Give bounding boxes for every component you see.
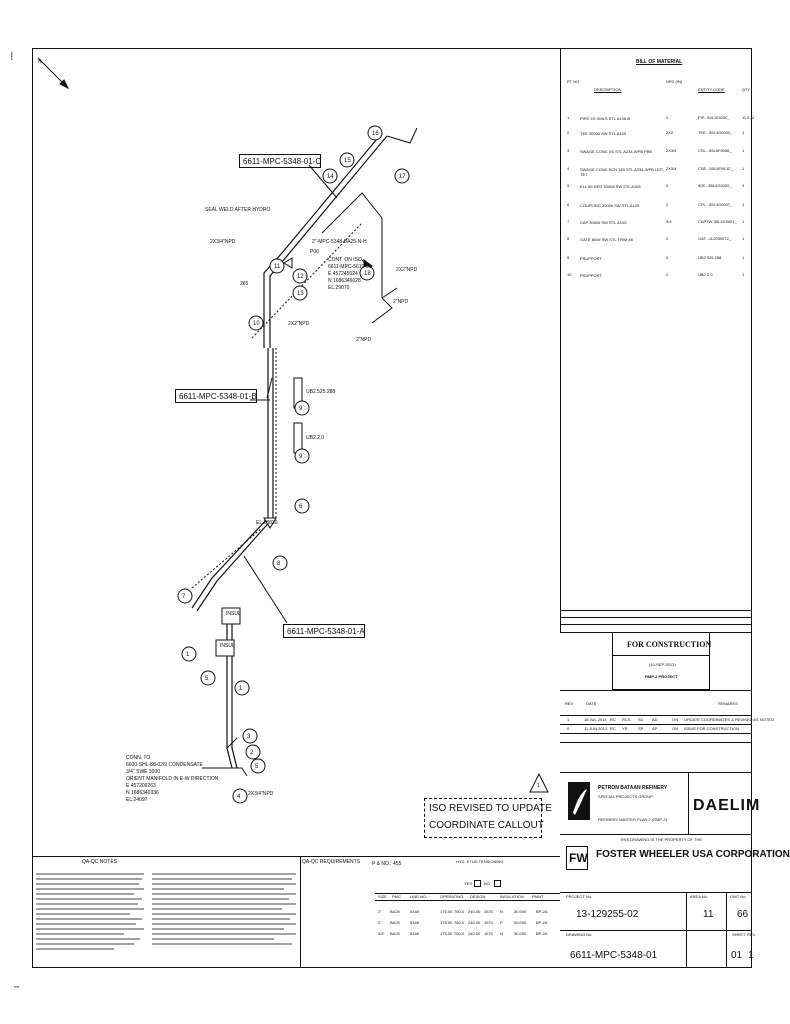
bom-npd: 2 xyxy=(666,202,669,207)
bom-description: TEE 3000# SW STL A105 xyxy=(580,131,627,136)
bom-qty: 1 xyxy=(742,130,745,135)
line-table-cell: 175.00 xyxy=(440,909,453,914)
svg-text:15: 15 xyxy=(344,158,351,164)
line-table-cell: 30.000 xyxy=(514,931,527,936)
svg-text:10: 10 xyxy=(253,321,260,327)
qa-qc-notes-title: QA-QC NOTES xyxy=(82,859,118,865)
bom-npd: 2 xyxy=(666,183,669,188)
bom-qty: 1 xyxy=(742,148,745,153)
area-no: 11 xyxy=(703,909,714,920)
iso-label-a: 6611-MPC-5348-01-A xyxy=(287,627,365,636)
rev-no: 1 xyxy=(748,950,754,961)
bom-pt-no: 5 xyxy=(567,183,570,188)
bom-description: PSUPPORT xyxy=(580,273,602,278)
rev-chkd: RCS xyxy=(622,717,631,722)
seal-weld-note: SEAL WELD AFTER HYDRO xyxy=(205,207,271,213)
line-table-cell: 760.0 xyxy=(454,931,465,936)
bom-qty: 1 xyxy=(742,166,745,171)
npd-label: 2X3/4"NPD xyxy=(210,239,236,245)
rev-header: REMARKS xyxy=(718,701,738,706)
bom-description: CAP 3000# SW STL A105 xyxy=(580,220,627,225)
dim-label: P06 xyxy=(310,249,319,255)
unit-no: 66 xyxy=(737,909,749,920)
line-table-header: PAINT xyxy=(532,894,544,899)
line-table-cell: 240.00 xyxy=(468,920,481,925)
line-table-header: SIZE xyxy=(378,894,387,899)
iso-label-c: 6611-MPC-5348-01-C xyxy=(243,157,322,166)
iso-label-b: 6611-MPC-5348-01-B xyxy=(179,392,257,401)
line-table-header: INSULATION xyxy=(500,894,524,899)
line-table-cell: N xyxy=(500,909,503,914)
line-table-cell: BA25 xyxy=(390,931,400,936)
construction-date: (10-SEP-2013) xyxy=(649,662,676,667)
bom-entity-code: CPL...55L4G0007_ xyxy=(698,202,733,207)
bom-npd: 2 xyxy=(666,115,669,120)
rev-no: 1 xyxy=(567,717,570,722)
support-code: UB2.2.0 xyxy=(306,435,325,441)
bom-title: BILL OF MATERIAL xyxy=(636,59,683,65)
line-table-cell: BA25 xyxy=(390,909,400,914)
line-ref: 2"-MPC-5348-BA25-N-H xyxy=(312,239,367,245)
svg-text:9: 9 xyxy=(299,454,303,460)
conn-to-note: CONN. TO 6600-SHL-88-026/ CONDENSATE 3/4" SWE 3000 ORIENT MANIFOLD IN E-W DIRECTION E 457209263 N 1686340336 EL.24097 xyxy=(126,755,219,803)
bom-header-qty: QTY xyxy=(742,87,751,92)
svg-text:11: 11 xyxy=(274,264,281,270)
rev-remarks: ISSUE FOR CONSTRUCTION xyxy=(684,726,739,731)
bom-header-desc: DESCRIPTION xyxy=(594,87,622,92)
rev-appr: ON xyxy=(672,726,678,731)
line-table-cell: 760.0 xyxy=(454,920,465,925)
dim-label: 265 xyxy=(240,281,249,287)
property-note: THIS DRAWING IS THE PROPERTY OF THE xyxy=(620,837,703,842)
svg-text:13: 13 xyxy=(297,291,304,297)
bom-npd: 3/4 xyxy=(666,219,672,224)
line-table-cell: BP-2A xyxy=(536,920,548,925)
svg-text:3: 3 xyxy=(247,734,251,740)
svg-text:8: 8 xyxy=(277,561,281,567)
bom-entity-code: CSE...55L5F06.87_ xyxy=(698,166,734,171)
rev-remarks: UPDATE COORDINATES & REVISED AS NOTED xyxy=(684,717,774,722)
project-no-label: PROJECT No. xyxy=(566,894,592,899)
fw-logo: FW xyxy=(566,846,588,870)
line-table-cell: 2" xyxy=(378,909,382,914)
svg-text:5: 5 xyxy=(205,676,209,682)
line-table-header: PMC xyxy=(392,894,401,899)
qa-qc-req-title: QA-QC REQUIREMENTS xyxy=(302,859,361,865)
margin-stamp-bottom: ▪▪▪▪ xyxy=(14,984,20,989)
no-checkbox[interactable] xyxy=(494,880,501,887)
rev-label: REV. xyxy=(747,932,756,937)
npd-label: 2X2"NPD xyxy=(396,267,418,273)
bom-pt-no: 3 xyxy=(567,148,570,153)
bom-qty: 11.5 M xyxy=(742,115,754,120)
line-table-cell: 240.00 xyxy=(468,909,481,914)
rev-appr: ON xyxy=(672,717,678,722)
elevation-label: EL.28830 xyxy=(256,520,278,526)
bom-header-npd: NPD (IN) xyxy=(666,79,683,84)
north-label: N xyxy=(38,59,42,65)
bom-header-code: ENTITY CODE xyxy=(698,87,725,92)
rev-chkd: YR xyxy=(622,726,628,731)
line-table-cell: 240.00 xyxy=(468,931,481,936)
revision-triangle-label: 1 xyxy=(537,783,540,789)
bom-description: PSUPPORT xyxy=(580,256,602,261)
cont-on-note: CONT. ON ISO 6611-MPC-5610-01 E 457245624 N 1686346028 EL.29070 xyxy=(328,257,372,291)
insul-label: INSUL xyxy=(226,611,241,617)
project-name: REFINERY MASTER PLAN 2 (RMP-2) xyxy=(598,817,667,822)
company-name: FOSTER WHEELER USA CORPORATION xyxy=(596,849,790,860)
bom-qty: 1 xyxy=(742,272,745,277)
project-no: 13-129255-02 xyxy=(576,909,639,920)
bom-pt-no: 2 xyxy=(567,130,570,135)
bom-npd: 2X2 xyxy=(666,130,674,135)
pno-label: P & NO.: 455 xyxy=(372,861,402,867)
line-table-cell: 2" xyxy=(378,920,382,925)
bom-pt-no: 1 xyxy=(567,115,570,120)
bom-npd: 2X3/4 xyxy=(666,166,677,171)
line-table-cell: BP-2A xyxy=(536,931,548,936)
support-code: UB2.525.288 xyxy=(306,389,336,395)
rev-header: REV xyxy=(565,701,574,706)
line-table-cell: 1570 xyxy=(484,920,493,925)
npd-label: 2X2"NPD xyxy=(288,321,310,327)
rev-drawn: RC xyxy=(610,726,616,731)
isometric-drawing xyxy=(32,48,562,848)
line-table-cell: 1570 xyxy=(484,909,493,914)
svg-text:14: 14 xyxy=(327,174,334,180)
bom-npd: 2X3/4 xyxy=(666,148,677,153)
petron-logo xyxy=(568,782,590,820)
drawing-no-label: DRAWING No. xyxy=(566,932,593,937)
iso-label-c-box xyxy=(239,154,321,168)
svg-text:1: 1 xyxy=(186,652,190,658)
rev-qc: SC xyxy=(638,717,644,722)
bom-entity-code: CSL...55L5F0056_ xyxy=(698,148,732,153)
revised-note-box: ISO REVISED TO UPDATE COORDINATE CALLOUT xyxy=(424,798,542,838)
line-table-cell: 5348 xyxy=(410,920,419,925)
svg-text:9: 9 xyxy=(299,406,303,412)
area-no-label: AREA No. xyxy=(690,894,709,899)
line-table-cell: 30.000 xyxy=(514,909,527,914)
svg-text:17: 17 xyxy=(399,174,406,180)
npd-label: 2"NPD xyxy=(393,299,409,305)
hydro-label: HYD. STUD TENSIONING xyxy=(456,859,504,864)
bom-pt-no: 4 xyxy=(567,166,570,171)
line-table-cell: 5348 xyxy=(410,931,419,936)
rev-pe: AD xyxy=(652,717,658,722)
bom-qty: 4 xyxy=(742,183,745,188)
line-table-cell: N xyxy=(500,931,503,936)
rev-pe: AP xyxy=(652,726,658,731)
daelim-logo: DAELIM xyxy=(693,797,761,814)
bom-npd: 2 xyxy=(666,255,669,260)
no-label: NO xyxy=(484,881,490,886)
svg-text:18: 18 xyxy=(364,271,371,277)
client-sub: SPECIAL PROJECTS GROUP xyxy=(598,794,653,799)
bom-description: GATE 800# SW STL TRIM #8 xyxy=(580,237,633,242)
bom-description: PIPE XS SMLS STL A106-B xyxy=(580,116,631,121)
line-table-cell: 175.00 xyxy=(440,931,453,936)
qa-qc-notes-text xyxy=(34,868,299,968)
rev-drawn: RC xyxy=(610,717,616,722)
bom-entity-code: CAPTW-55L4G0001_ xyxy=(698,219,737,224)
drawing-no: 6611-MPC-5348-01 xyxy=(570,950,658,961)
rev-no: 0 xyxy=(567,726,570,731)
line-table-cell: 3/4" xyxy=(378,931,385,936)
project-code: RMP-2 PROJECT xyxy=(645,674,678,679)
yes-checkbox[interactable] xyxy=(474,880,481,887)
npd-label: 2X3/4"NPD xyxy=(248,791,274,797)
bom-entity-code: 90E...55L4G0000_ xyxy=(698,183,732,188)
bom-divider xyxy=(560,48,561,633)
rev-qc: SP xyxy=(638,726,644,731)
bom-pt-no: 6 xyxy=(567,202,570,207)
sheet-no: 01 xyxy=(731,950,743,961)
bom-pt-no: 8 xyxy=(567,236,570,241)
bom-pt-no: 10 xyxy=(567,272,572,277)
margin-stamp-top: ▪▪▪▪▪▪ xyxy=(9,51,14,60)
svg-text:2: 2 xyxy=(250,750,254,756)
bubble: 16 xyxy=(372,131,379,137)
line-table-cell: BP-2A xyxy=(536,909,548,914)
bom-qty: 1 xyxy=(742,202,745,207)
for-construction: FOR CONSTRUCTION xyxy=(627,640,712,649)
svg-text:7: 7 xyxy=(182,594,186,600)
rev-header: DATE xyxy=(586,701,597,706)
line-table-cell: BA25 xyxy=(390,920,400,925)
bom-pt-no: 9 xyxy=(567,255,570,260)
bom-entity-code: UB2.525.288 xyxy=(698,255,722,260)
bom-description: COUPLING 3000# SW STL A105 xyxy=(580,203,640,208)
line-table-cell: 1570 xyxy=(484,931,493,936)
sheet-label: SHEET xyxy=(732,932,746,937)
svg-text:1: 1 xyxy=(239,686,243,692)
bom-qty: 1 xyxy=(742,255,745,260)
line-table-cell: P xyxy=(500,920,503,925)
bom-description: SWAGE CONC XS STL A234-WPB PBE xyxy=(580,149,653,154)
bom-entity-code: TEE...55L4G0000_ xyxy=(698,130,733,135)
svg-text:12: 12 xyxy=(297,274,304,280)
line-table-cell: 760.0 xyxy=(454,909,465,914)
bom-header-pt: PT NO xyxy=(567,79,580,84)
rev-date: 11 JUN 2013 xyxy=(584,726,608,731)
svg-text:5: 5 xyxy=(255,764,259,770)
bom-entity-code: GAT...1L2030072_ xyxy=(698,236,732,241)
yes-label: YES xyxy=(464,881,473,886)
line-table-header: OPERATING xyxy=(440,894,464,899)
svg-text:6: 6 xyxy=(299,504,303,510)
bom-entity-code: UB2.2.0 xyxy=(698,272,713,277)
bom-qty: 1 xyxy=(742,236,745,241)
client-name: PETRON BATAAN REFINERY xyxy=(598,785,668,791)
bom-pt-no: 7 xyxy=(567,219,570,224)
unit-no-label: UNIT No. xyxy=(730,894,747,899)
bom-description: SWAGE CONC SCH 160 STL A234-WPB LEP-TET xyxy=(580,167,664,177)
line-table-cell: 5348 xyxy=(410,909,419,914)
line-table-cell: 50.000 xyxy=(514,920,527,925)
line-table-cell: 175.00 xyxy=(440,920,453,925)
rev-date: 18 JUL 2013 xyxy=(584,717,607,722)
iso-label-a-box xyxy=(283,624,365,638)
iso-label-b-box xyxy=(175,389,257,403)
construction-stamp xyxy=(612,632,710,690)
line-table-header: DESIGN xyxy=(470,894,486,899)
bom-entity-code: PIP...54L103000_ xyxy=(698,115,730,120)
bom-qty: 1 xyxy=(742,219,745,224)
npd-label: 2"NPD xyxy=(356,337,372,343)
bom-npd: 2 xyxy=(666,272,669,277)
bom-npd: 2 xyxy=(666,236,669,241)
insul-label: INSUL xyxy=(220,643,235,649)
svg-text:4: 4 xyxy=(237,794,241,800)
bom-description: ELL 90 DEG 3000# SW STL A105 xyxy=(580,184,641,189)
line-table-header: LINE NO. xyxy=(410,894,428,899)
